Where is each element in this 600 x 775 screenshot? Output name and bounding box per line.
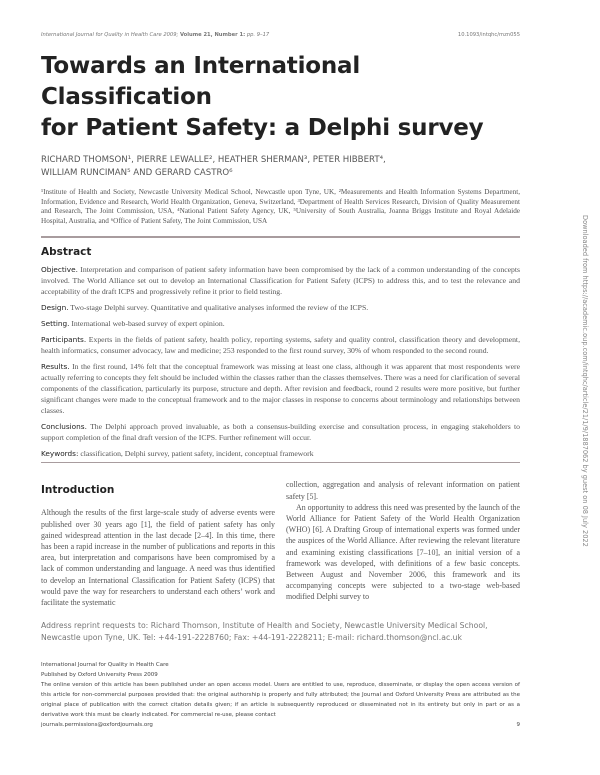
section-label: Objective. (41, 264, 78, 274)
volume-number: Volume 21, Number 1: (179, 32, 246, 38)
abstract-setting (41, 318, 520, 329)
section-text: International web-based survey of expert opinion. (69, 318, 225, 328)
author-line: WILLIAM RUNCIMAN⁵ AND GERARD CASTRO⁶ (41, 168, 233, 178)
section-label: Design. (41, 302, 69, 312)
abstract-design (41, 302, 520, 313)
reprint-address (41, 620, 520, 644)
title-line: Towards an International Classification (41, 53, 361, 110)
section-text: Interpretation and comparison of patient safety information have been compromised by the lack of a common understanding of the concepts involved. The World Alliance set out to develop an International Classification for Patient Safety (ICPS) to address this, and to test the relevance and acceptability of the draft ICPS and progressively refine it prior to field testing. (41, 264, 520, 296)
footer-publisher: Published by Oxford University Press 2009 (41, 672, 158, 679)
section-text: In the first round, 14% felt that the conceptual framework was missing at least one class, although it was apparent that most respondents were actually referring to concepts they felt should be included within the classes rather than the classes themselves. There was a need for clarification of several components of the classification, particularly its purpose, structure and depth. After revision and feedback, round 2 results were more positive, but further significant changes were made to the conceptual framework and to the major classes in response to concerns about terminology and relationships between classes. (41, 361, 520, 415)
page-content (41, 0, 520, 750)
divider (41, 236, 520, 238)
section-label: Results. (41, 361, 70, 371)
introduction-section (41, 479, 520, 608)
paragraph: collection, aggregation and analysis of relevant information on patient safety [5]. (286, 480, 520, 501)
section-label: Setting. (41, 318, 70, 328)
left-column (41, 479, 275, 608)
footer-last-line (41, 720, 520, 730)
section-label: Keywords: (41, 448, 79, 458)
license-text: The online version of this article has been published under an open access model. Users are entitled to use, reproduce, disseminate, or display the open access version of this article for non-commercial purposes provided that: the original authorship is properly and fully attributed; the Journal and Oxford University Press are attributed as the original place of publication with the correct citation details given; if an article is subsequently reproduced or disseminated not in its entirety but only in part or as a derivative work this must be clearly indicated. For commercial re-use, please contact (41, 682, 520, 719)
section-text: The Delphi approach proved invaluable, as both a consensus-building exercise and consultation process, in engaging stakeholders to support completion of the final draft version of the ICPS. Further refinement will occur. (41, 421, 520, 442)
divider (41, 462, 520, 464)
page-range: pp. 9–17 (246, 32, 270, 38)
abstract-conclusions (41, 421, 520, 443)
section-text: Experts in the fields of patient safety, health policy, reporting systems, safety and quality control, classification theory and development, health informatics, consumer advocacy, law and medicine; 253 responded to the first round survey, 30% of whom responded to the second round. (41, 334, 520, 355)
paragraph: An opportunity to address this need was presented by the launch of the World Alliance for Patient Safety of the World Health Organization (WHO) [6]. A Drafting Group of international experts was formed under the auspices of the World Alliance. After reviewing the relevant literature and examining existing classifications [7–10], an initial version of a framework was developed, with definitions of a few basic concepts. Between August and November 2006, this framework and its accompanying concepts were subjected to a two-stage web-based modified Delphi survey to (286, 502, 520, 602)
abstract-heading: Abstract (41, 245, 92, 258)
address-line: Address reprint requests to: Richard Thomson, Institute of Health and Society, Newcastle University Medical School, (41, 621, 488, 631)
journal-name: International Journal for Quality in Health Care 2009; (41, 32, 179, 38)
running-header-row (41, 31, 520, 39)
section-text: classification, Delphi survey, patient safety, incident, conceptual framework (78, 448, 314, 458)
keywords (41, 448, 520, 459)
doi: 10.1093/intqhc/mzn055 (457, 32, 520, 38)
abstract-results (41, 361, 520, 416)
affiliations: ¹Institute of Health and Society, Newcastle University Medical School, Newcastle upon Tyne, UK, ²Measurements and Health Information Systems Department, Information, Evidence and Research, World Health Organization, Geneva, Switzerland, ³Department of Health Services Research, Division of Quality Measurement and Research, The Joint Commission, USA, ⁴National Patient Safety Agency, UK, ⁵University of South Australia, Joanna Briggs Institute and Royal Adelaide Hospital, Australia, and ⁶Office of Patient Safety, The Joint Commission, USA (41, 188, 520, 225)
abstract-body (41, 264, 520, 459)
page-number: 9 (516, 722, 520, 729)
watermark-text: Downloaded from https://academic.oup.com/intqhc/article/21/1/9/1887062 by guest on 08 July 2022 (581, 215, 589, 547)
footer (41, 660, 520, 730)
abstract-participants (41, 334, 520, 356)
address-line: Newcastle upon Tyne, UK. Tel: +44-191-2228760; Fax: +44-191-2228211; E-mail: richard.thomson@ncl.ac.uk (41, 633, 462, 643)
author-line: RICHARD THOMSON¹, PIERRE LEWALLE², HEATHER SHERMAN³, PETER HIBBERT⁴, (41, 155, 386, 165)
paragraph: Although the results of the first large-scale study of adverse events were published over 30 years ago [1], the field of patient safety has only gained widespread attention in the last decade [2–4]. In this time, there has been a rapid increase in the number of publications and reports in this area, but interpretation and comparisons have been compromised by a lack of common understanding and language. A need was thus identified to develop an International Classification for Patient Safety (ICPS) that would pave the way for researchers to understand each others’ work and facilitate the systematic (41, 508, 275, 607)
abstract-objective (41, 264, 520, 297)
footer-journal: International Journal for Quality in Health Care (41, 662, 169, 669)
author-list (41, 154, 520, 180)
section-label: Conclusions. (41, 421, 87, 431)
article-title (41, 51, 520, 144)
section-text: Two-stage Delphi survey. Quantitative and qualitative analyses informed the review of the ICPS. (68, 302, 369, 312)
right-column (286, 479, 520, 602)
running-header (41, 31, 269, 39)
permissions-email[interactable]: journals.permissions@oxfordjournals.org (41, 722, 153, 729)
download-watermark (580, 215, 590, 545)
introduction-heading: Introduction (41, 484, 115, 497)
title-line: for Patient Safety: a Delphi survey (41, 115, 484, 141)
section-label: Participants. (41, 334, 87, 344)
